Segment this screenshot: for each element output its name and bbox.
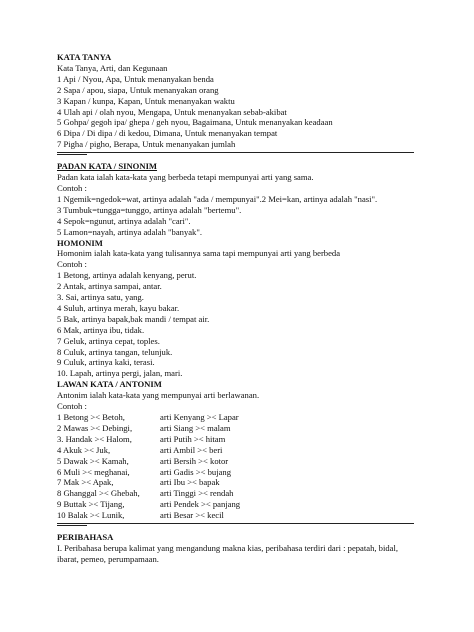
list-item: 4 Suluh, artinya merah, kayu bakar.	[57, 302, 180, 313]
homonim-list	[57, 270, 434, 379]
list-item: 3 Kapan / kunpa, Kapan, Untuk menanyakan waktu	[57, 95, 235, 106]
short-divider	[57, 525, 87, 526]
table-row	[57, 510, 240, 521]
list-item: 1 Betong, artinya adalah kenyang, perut.	[57, 270, 197, 281]
antonim-meaning: arti Ibu >< bapak	[160, 477, 220, 488]
antonim-meaning: arti Putih >< hitam	[160, 433, 226, 444]
antonim-meaning: arti Siang >< malam	[160, 422, 231, 433]
table-row	[57, 477, 240, 488]
list-item: 10. Lapah, artinya pergi, jalan, mari.	[57, 368, 183, 379]
homonim-intro: Homonim ialah kata-kata yang tulisannya sama tapi mempunyai arti yang berbeda	[57, 248, 341, 259]
list-item: 1 Api / Nyou, Apa, Untuk menanyakan benda	[57, 73, 214, 84]
antonim-word-pair: 2 Mawas >< Debingi,	[57, 422, 133, 433]
list-item: 9 Culuk, artinya kaki, terasi.	[57, 357, 155, 368]
antonim-meaning: arti Pendek >< panjang	[160, 499, 241, 510]
list-item: 4 Sepok=ngunut, artinya adalah "cari".	[57, 215, 191, 226]
kata-tanya-heading: KATA TANYA	[57, 52, 112, 62]
list-item: 1 Ngemik=ngedok=wat, artinya adalah "ada / mempunyai".2 Mei=kan, artinya adalah "nasi".	[57, 193, 378, 204]
list-item: 3. Sai, artinya satu, yang.	[57, 292, 144, 303]
list-item: 2 Antak, artinya sampai, antar.	[57, 281, 162, 292]
antonim-word-pair: 6 Muli >< meghanai,	[57, 466, 130, 477]
antonim-meaning: arti Tinggi >< rendah	[160, 488, 234, 499]
sinonim-intro: Padan kata ialah kata-kata yang berbeda tetapi mempunyai arti yang sama.	[57, 172, 314, 183]
antonim-word-pair: 4 Akuk >< Juk,	[57, 444, 111, 455]
kata-tanya-list	[57, 74, 434, 150]
table-row	[57, 412, 240, 423]
list-item: 7 Pigha / pigho, Berapa, Untuk menanyakan jumlah	[57, 139, 236, 150]
table-row	[57, 467, 240, 478]
list-item: 6 Dipa / Di dipa / di kedou, Dimana, Untuk menanyakan tempat	[57, 128, 278, 139]
antonim-example-label: Contoh :	[57, 401, 87, 412]
list-item: 5 Bak, artinya bapak,bak mandi / tempat air.	[57, 313, 210, 324]
list-item: 7 Geluk, artinya cepat, toples.	[57, 335, 160, 346]
list-item: 5 Gohpa/ gegoh ipa/ ghepa / geh nyou, Bagaimana, Untuk menanyakan keadaan	[57, 117, 333, 128]
short-divider	[57, 154, 87, 155]
antonim-heading: LAWAN KATA / ANTONIM	[57, 379, 162, 390]
antonim-word-pair: 7 Mak >< Apak,	[57, 477, 114, 488]
table-row	[57, 499, 240, 510]
table-row	[57, 456, 240, 467]
antonim-word-pair: 9 Buttak >< Tijang,	[57, 499, 125, 510]
kata-tanya-subtitle: Kata Tanya, Arti, dan Kegunaan	[57, 62, 168, 73]
antonim-word-pair: 10 Balak >< Lunik,	[57, 510, 125, 521]
antonim-word-pair: 5 Dawak >< Kamah,	[57, 455, 129, 466]
sinonim-heading: PADAN KATA / SINONIM	[57, 161, 158, 172]
antonim-word-pair: 1 Betong >< Betoh,	[57, 412, 125, 422]
sinonim-example-label: Contoh :	[57, 182, 87, 193]
list-item: 4 Ulah api / olah nyou, Mengapa, Untuk menanyakan sebab-akibat	[57, 106, 287, 117]
table-row	[57, 434, 240, 445]
homonim-heading: HOMONIM	[57, 237, 103, 248]
list-item: 8 Culuk, artinya tangan, telunjuk.	[57, 346, 173, 357]
list-item: 6 Mak, artinya ibu, tidak.	[57, 324, 145, 335]
list-item: 2 Sapa / apou, siapa, Untuk menanyakan orang	[57, 84, 219, 95]
antonim-word-pair: 8 Ghanggal >< Ghebah,	[57, 488, 140, 499]
homonim-example-label: Contoh :	[57, 259, 87, 270]
table-row	[57, 488, 240, 499]
antonim-meaning: arti Gadis >< bujang	[160, 466, 232, 477]
peribahasa-text: I. Peribahasa berupa kalimat yang mengandung makna kias, peribahasa terdiri dari : pepatah, bidal, ibarat, pemeo, perumpamaan.	[57, 542, 399, 564]
sinonim-list	[57, 194, 434, 238]
antonim-table	[57, 412, 240, 521]
antonim-word-pair: 3. Handak >< Halom,	[57, 433, 132, 444]
antonim-meaning: arti Bersih >< kotor	[160, 455, 229, 466]
list-item: 5 Lamon=nayah, artinya adalah "banyak".	[57, 226, 203, 237]
antonim-meaning: arti Ambil >< beri	[160, 444, 223, 455]
antonim-intro: Antonim ialah kata-kata yang mempunyai arti berlawanan.	[57, 390, 260, 401]
divider	[57, 523, 414, 524]
peribahasa-heading: PERIBAHASA	[57, 532, 114, 543]
table-row	[57, 445, 240, 456]
table-row	[57, 423, 240, 434]
list-item: 3 Tumbuk=tungga=tunggo, artinya adalah "bertemu".	[57, 204, 242, 215]
antonim-meaning: arti Kenyang >< Lapar	[160, 412, 239, 422]
antonim-meaning: arti Besar >< kecil	[160, 510, 224, 521]
divider	[57, 152, 414, 153]
